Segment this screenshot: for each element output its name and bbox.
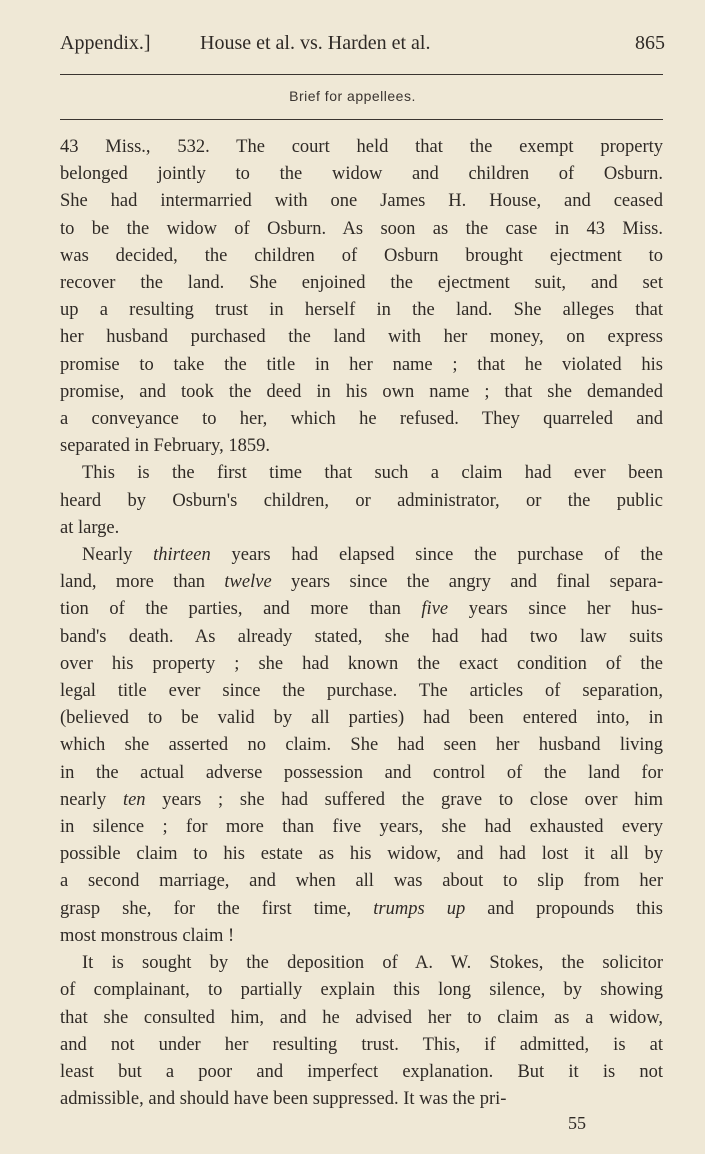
text-segment: It is sought by the deposition of A. W. Stokes, the solicitor <box>82 953 663 974</box>
text-segment: This is the first time that such a claim had ever been <box>82 463 663 484</box>
text-segment: years since her hus- <box>448 599 663 620</box>
text-segment: legal title ever since the purchase. The articles of separation, <box>60 681 663 702</box>
text-line <box>60 596 663 623</box>
text-line <box>60 760 663 787</box>
text-line <box>60 732 663 759</box>
italic-phrase: thirteen <box>153 545 211 566</box>
text-line <box>60 569 663 596</box>
text-line <box>60 460 663 487</box>
text-segment: promise, and took the deed in his own name ; that she demanded <box>60 381 663 402</box>
text-segment: and not under her resulting trust. This, if admitted, is at <box>60 1034 663 1055</box>
text-line <box>60 1032 663 1059</box>
text-segment: Nearly <box>82 545 154 566</box>
subheading-rule <box>60 119 663 120</box>
text-line <box>60 896 663 923</box>
page-number: 865 <box>635 32 665 54</box>
text-segment: least but a poor and imperfect explanation. But it is not <box>60 1061 663 1082</box>
text-line <box>60 1005 663 1032</box>
text-segment: over his property ; she had known the exact condition of the <box>60 653 663 674</box>
header-rule <box>60 74 663 75</box>
text-segment: a second marriage, and when all was about to slip from her <box>60 871 663 892</box>
text-line <box>60 787 663 814</box>
text-segment: possible claim to his estate as his widow, and had lost it all by <box>60 844 663 865</box>
text-segment: years ; she had suffered the grave to close over him <box>145 789 663 810</box>
text-segment: (believed to be valid by all parties) had been entered into, in <box>60 708 663 729</box>
italic-phrase: ten <box>122 789 146 810</box>
text-line <box>60 651 663 678</box>
text-segment: belonged jointly to the widow and children of Osburn. <box>60 164 663 185</box>
text-segment: which she asserted no claim. She had seen her husband living <box>60 735 663 756</box>
text-segment: years had elapsed since the purchase of the <box>210 545 663 566</box>
text-line <box>60 161 663 188</box>
text-segment: land, more than <box>60 572 225 593</box>
text-segment: She had intermarried with one James H. House, and ceased <box>60 191 663 212</box>
text-line <box>60 1059 663 1086</box>
text-segment: was decided, the children of Osburn brought ejectment to <box>60 245 663 266</box>
text-segment: her husband purchased the land with her money, on express <box>60 327 663 348</box>
text-segment: years since the angry and final separa- <box>271 572 663 593</box>
body-text <box>60 134 663 1113</box>
text-segment: promise to take the title in her name ; that he violated his <box>60 354 663 375</box>
text-segment: of complainant, to partially explain this long silence, by showing <box>60 980 663 1001</box>
italic-phrase: trumps up <box>373 898 466 919</box>
text-line <box>60 297 663 324</box>
text-line <box>60 406 663 433</box>
text-segment: admissible, and should have been suppressed. It was the pri- <box>60 1089 507 1110</box>
text-line <box>60 814 663 841</box>
text-line <box>60 542 663 569</box>
text-segment: to be the widow of Osburn. As soon as the case in 43 Miss. <box>60 218 663 239</box>
text-segment: in silence ; for more than five years, she had exhausted every <box>60 817 663 838</box>
running-head <box>60 32 665 60</box>
text-line <box>60 433 663 460</box>
text-line <box>60 379 663 406</box>
text-segment: band's death. As already stated, she had had two law suits <box>60 626 663 647</box>
text-line <box>60 324 663 351</box>
text-line <box>60 1086 663 1113</box>
text-line <box>60 624 663 651</box>
italic-phrase: five <box>421 599 449 620</box>
text-line <box>60 841 663 868</box>
signature-mark: 55 <box>568 1113 586 1133</box>
text-line <box>60 488 663 515</box>
section-label: Appendix.] <box>60 32 151 54</box>
text-segment: up a resulting trust in herself in the land. She alleges that <box>60 300 663 321</box>
text-segment: at large. <box>60 517 120 538</box>
text-segment: a conveyance to her, which he refused. They quarreled and <box>60 409 663 430</box>
text-segment: most monstrous claim ! <box>60 925 235 946</box>
text-segment: separated in February, 1859. <box>60 436 270 457</box>
text-line <box>60 705 663 732</box>
text-segment: 43 Miss., 532. The court held that the exempt property <box>60 137 663 157</box>
text-segment: and propounds this <box>465 898 663 919</box>
text-line <box>60 678 663 705</box>
text-segment: tion of the parties, and more than <box>60 599 422 620</box>
text-line <box>60 923 663 950</box>
text-line <box>60 270 663 297</box>
brief-subheading: Brief for appellees. <box>289 88 416 104</box>
text-segment: in the actual adverse possession and control of the land for <box>60 762 663 783</box>
text-line <box>60 243 663 270</box>
text-segment: heard by Osburn's children, or administrator, or the public <box>60 490 663 511</box>
text-line <box>60 950 663 977</box>
text-segment: nearly <box>60 789 123 810</box>
text-line <box>60 216 663 243</box>
text-line <box>60 352 663 379</box>
text-segment: that she consulted him, and he advised her to claim as a widow, <box>60 1007 663 1028</box>
text-segment: recover the land. She enjoined the ejectment suit, and set <box>60 273 663 294</box>
text-line <box>60 188 663 215</box>
text-segment: grasp she, for the first time, <box>60 898 374 919</box>
text-line <box>60 868 663 895</box>
text-line <box>60 134 663 161</box>
case-title: House et al. vs. Harden et al. <box>200 32 431 54</box>
text-line <box>60 977 663 1004</box>
italic-phrase: twelve <box>224 572 272 593</box>
text-line <box>60 515 663 542</box>
